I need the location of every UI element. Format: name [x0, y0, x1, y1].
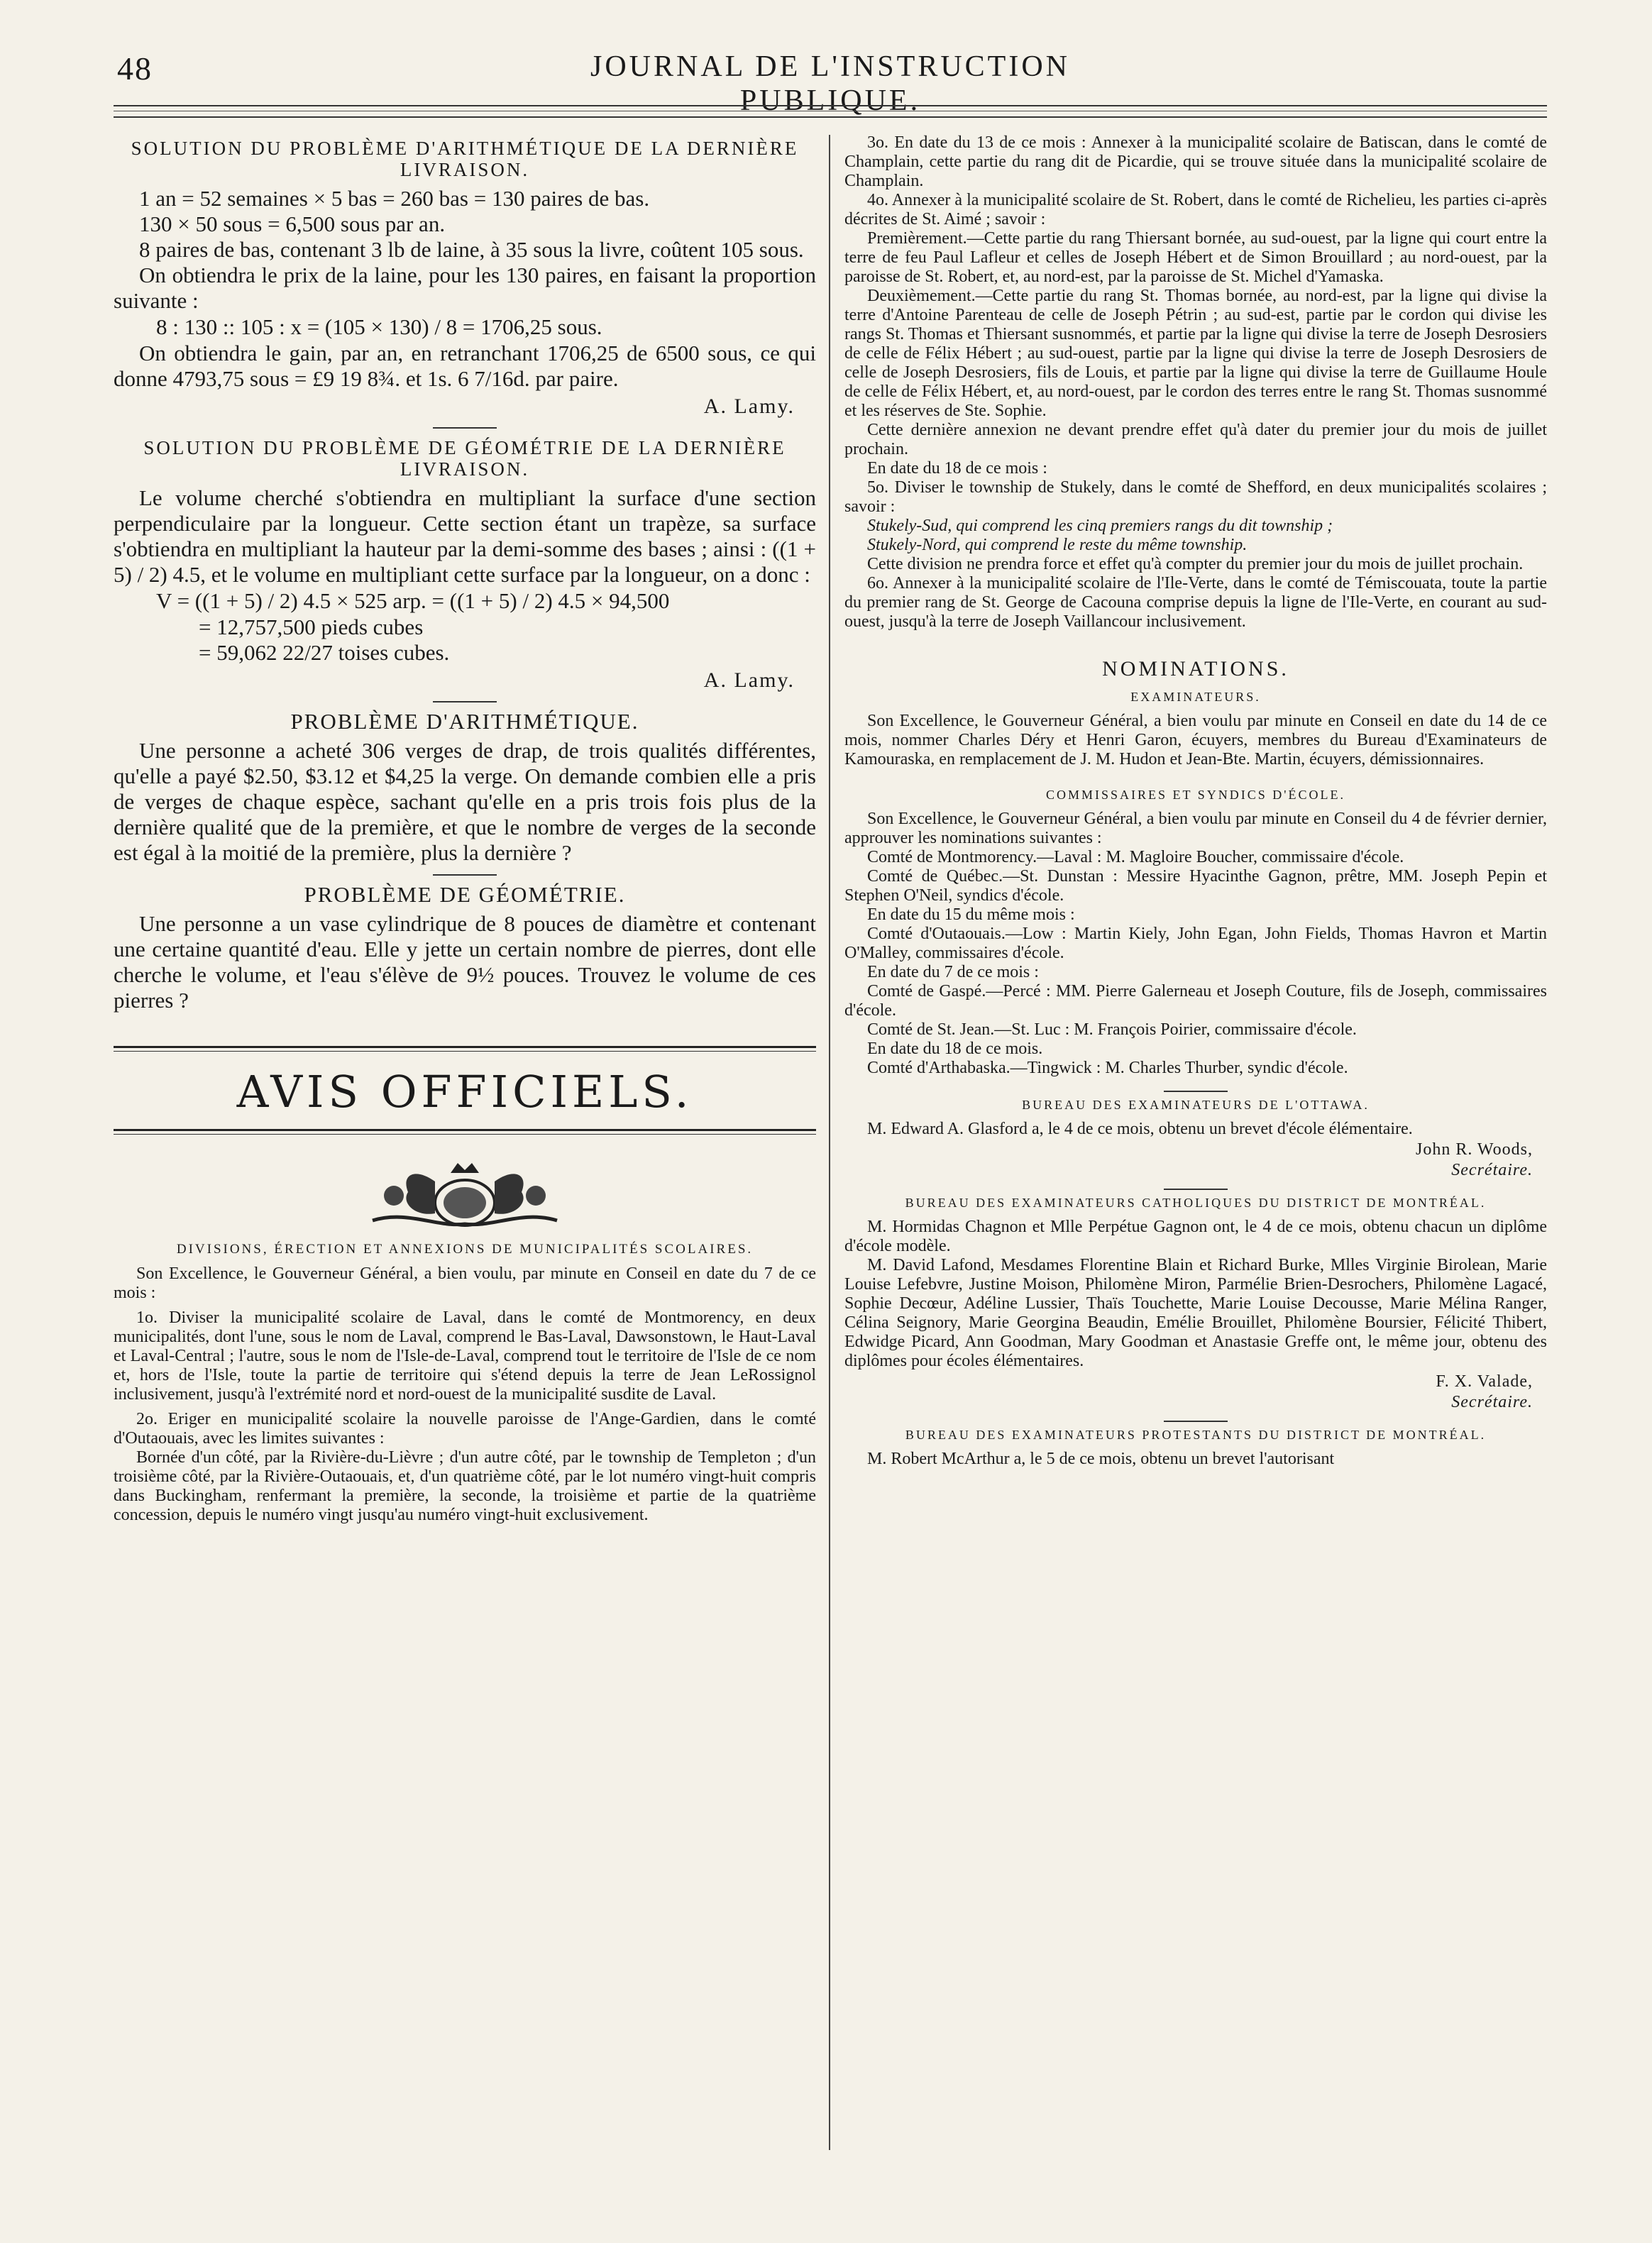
page-number: 48 — [117, 50, 153, 87]
montreal-protestant-heading: BUREAU DES EXAMINATEURS PROTESTANTS DU DISTRICT DE MONTRÉAL. — [905, 1428, 1487, 1442]
ottawa-secretary: Secrétaire. — [1451, 1161, 1533, 1179]
commissaires-date: En date du 15 du même mois : — [867, 905, 1075, 924]
coat-of-arms — [114, 1153, 816, 1235]
avis-top-rule — [114, 1046, 816, 1048]
commissaires-item: Comté de Gaspé.—Percé : MM. Pierre Galerneau et Joseph Couture, fils de Joseph, commissaires d'école. — [844, 982, 1547, 1020]
ottawa-heading: BUREAU DES EXAMINATEURS DE L'OTTAWA. — [1022, 1098, 1370, 1112]
royal-crest-icon — [351, 1153, 578, 1231]
commissaires-date: En date du 18 de ce mois. — [867, 1040, 1043, 1058]
montreal-protestant-text: M. Robert McArthur a, le 5 de ce mois, obtenu un brevet l'autorisant — [867, 1450, 1335, 1468]
avis-item-effect: Cette division ne prendra force et effet qu'à compter du premier jour du mois de juillet prochain. — [867, 555, 1524, 573]
arith-solution-heading: SOLUTION DU PROBLÈME D'ARITHMÉTIQUE DE LA DERNIÈRE LIVRAISON. — [131, 138, 799, 180]
avis-intro: Son Excellence, le Gouverneur Général, a bien voulu, par minute en Conseil en date du 7 de ce mois : — [114, 1264, 816, 1302]
geom-problem-body — [114, 911, 816, 1013]
avis-item-effect: Cette dernière annexion ne devant prendre effet qu'à dater du premier jour du mois de juillet prochain. — [844, 421, 1547, 458]
examinateurs-body — [844, 712, 1547, 769]
ottawa-text: M. Edward A. Glasford a, le 4 de ce mois, obtenu un brevet d'école élémentaire. — [867, 1120, 1413, 1138]
montreal-catholic-secretary: Secrétaire. — [1451, 1393, 1533, 1411]
avis-item-sub: Deuxièmement.—Cette partie du rang St. Thomas bornée, au nord-est, par la ligne qui divise la terre d'Antoine Parenteau de celle de Joseph Pétrin ; au sud-est, partie par le cordon qui divise les rangs St. Thomas et Thiersant susnommés, et partie par la ligne qui divise la terre de Joseph Desrosiers de celle de Félix Hébert ; au sud-ouest, partie par la ligne qui divise la terre de Joseph Desrosiers de celle de Joseph Desrosiers, fils de Louis, et partie par la ligne qui divise la terre de Guillaume Houle de celle de Félix Hébert, et, au nord-ouest, par le cordon des terres entre le rang St. Thomas susnommé et les réserves de Ste. Sophie. — [844, 287, 1547, 420]
montreal-protestant-body — [844, 1450, 1547, 1469]
montreal-catholic-text: M. Hormidas Chagnon et Mlle Perpétue Gagnon ont, le 4 de ce mois, obtenu chacun un diplôme d'école modèle. — [844, 1218, 1547, 1255]
avis-item: 1o. Diviser la municipalité scolaire de Laval, dans le comté de Montmorency, en deux municipalités, dont l'une, sous le nom de Laval, comprend le Bas-Laval, Dawsonstown, le Haut-Laval et Laval-Central ; l'autre, sous le nom de l'Isle-de-Laval, comprend tout le territoire de l'Isle de ce nom et, hors de l'Isle, toute la partie de territoire qui s'étend depuis la terre de Jean LeRossignol inclusivement, jusqu'à l'extrémité nord et nord-ouest de la municipalité susdite de Laval. — [114, 1308, 816, 1404]
commissaires-body — [844, 810, 1547, 1078]
arith-line: On obtiendra le prix de la laine, pour les 130 paires, en faisant la proportion suivante : — [114, 263, 816, 313]
geom-problem-heading: PROBLÈME DE GÉOMÉTRIE. — [304, 882, 626, 907]
header-rule — [114, 116, 1547, 118]
arith-solution-body — [114, 186, 816, 392]
arith-problem-heading: PROBLÈME D'ARITHMÉTIQUE. — [290, 709, 639, 734]
section-rule — [433, 874, 497, 876]
arith-line: 1 an = 52 semaines × 5 bas = 260 bas = 130 paires de bas. — [139, 186, 650, 211]
montreal-catholic-text: M. David Lafond, Mesdames Florentine Blain et Richard Burke, Mlles Virginie Birolean, Marie Louise Lefebvre, Justine Moison, Philomène Miron, Parmélie Brien-Desrochers, Philomène Lagacé, Sophie Decœur, Adéline Lussier, Thaïs Touchette, Marie Louise Decousse, Marie Mélina Ranger, Célina Seignory, Marie Georgina Beaudin, Emélie Brouillet, Philomène Boursier, Félicité Thibert, Edwidge Picard, Ann Goodman, Mary Goodman et Anastasie Greffe ont, le même jour, obtenu des diplômes pour écoles élémentaires. — [844, 1256, 1547, 1370]
avis-subheading: DIVISIONS, ÉRECTION ET ANNEXIONS DE MUNICIPALITÉS SCOLAIRES. — [176, 1242, 754, 1257]
arith-problem-text: Une personne a acheté 306 verges de drap, de trois qualités différentes, qu'elle a payé $2.50, $3.12 et $4,25 la verge. On demande combien elle a pris de verges de chaque espèce, sachant qu'elle en a pris trois fois plus de la dernière qualité que de la première, et que le nombre de verges de la seconde est égal à la moitié de la première, plus la dernière ? — [114, 738, 816, 865]
geom-solution-heading: SOLUTION DU PROBLÈME DE GÉOMÉTRIE DE LA DERNIÈRE LIVRAISON. — [143, 437, 786, 480]
section-rule — [1164, 1189, 1228, 1190]
arith-equation: 8 : 130 :: 105 : x = (105 × 130) / 8 = 1706,25 sous. — [156, 314, 602, 339]
section-rule — [433, 701, 497, 702]
geom-signature: A. Lamy. — [703, 668, 795, 692]
running-title: JOURNAL DE L'INSTRUCTION PUBLIQUE. — [590, 50, 1070, 117]
arith-line: 8 paires de bas, contenant 3 lb de laine, à 35 sous la livre, coûtent 105 sous. — [139, 237, 804, 262]
commissaires-date: En date du 7 de ce mois : — [867, 963, 1039, 981]
left-column — [114, 133, 816, 1525]
commissaires-item: Comté de St. Jean.—St. Luc : M. François Poirier, commissaire d'école. — [867, 1020, 1357, 1039]
geom-result: = 12,757,500 pieds cubes — [199, 615, 424, 639]
avis-top-rule — [114, 1051, 816, 1052]
examinateurs-heading: EXAMINATEURS. — [1130, 690, 1261, 704]
avis-item: 2o. Eriger en municipalité scolaire la nouvelle paroisse de l'Ange-Gardien, dans le comté d'Outaouais, avec les limites suivantes : — [114, 1410, 816, 1448]
section-rule — [1164, 1421, 1228, 1422]
nominations-heading: NOMINATIONS. — [1102, 657, 1289, 680]
commissaires-intro: Son Excellence, le Gouverneur Général, a bien voulu par minute en Conseil du 4 de février dernier, approuver les nominations suivantes : — [844, 810, 1547, 847]
montreal-catholic-heading: BUREAU DES EXAMINATEURS CATHOLIQUES DU DISTRICT DE MONTRÉAL. — [905, 1196, 1487, 1210]
avis-item: 5o. Diviser le township de Stukely, dans le comté de Shefford, en deux municipalités scolaires ; savoir : — [844, 478, 1547, 516]
arith-signature: A. Lamy. — [703, 395, 795, 418]
avis-item-sub: Stukely-Nord, qui comprend le reste du même township. — [867, 536, 1248, 554]
commissaires-item: Comté d'Arthabaska.—Tingwick : M. Charles Thurber, syndic d'école. — [867, 1059, 1348, 1077]
geom-result: = 59,062 22/27 toises cubes. — [199, 640, 450, 665]
montreal-catholic-body — [844, 1218, 1547, 1371]
avis-item-sub: Stukely-Sud, qui comprend les cinq premiers rangs du dit township ; — [867, 517, 1333, 535]
avis-bottom-rule — [114, 1134, 816, 1135]
avis-officiels-title: AVIS OFFICIELS. — [236, 1066, 693, 1118]
section-rule — [1164, 1091, 1228, 1092]
arith-problem-body — [114, 738, 816, 866]
avis-item: 4o. Annexer à la municipalité scolaire de St. Robert, dans le comté de Richelieu, les parties ci-après décrites de St. Aimé ; savoir : — [844, 191, 1547, 228]
geom-problem-text: Une personne a un vase cylindrique de 8 pouces de diamètre et contenant une certaine quantité d'eau. Elle y jette un certain nombre de pierres, dont elle cherche le volume, et l'eau s'élève de 9½ pouces. Trouvez le volume de ces pierres ? — [114, 911, 816, 1013]
avis-continued — [844, 133, 1547, 632]
ottawa-signature: John R. Woods, — [1416, 1140, 1533, 1159]
avis-body — [114, 1264, 816, 1525]
header-rule — [114, 105, 1547, 106]
column-divider — [829, 135, 830, 2150]
avis-date: En date du 18 de ce mois : — [867, 459, 1047, 478]
right-column — [844, 133, 1547, 1469]
commissaires-item: Comté de Montmorency.—Laval : M. Magloire Boucher, commissaire d'école. — [867, 848, 1404, 866]
arith-line: 130 × 50 sous = 6,500 sous par an. — [139, 211, 446, 236]
arith-conclusion: On obtiendra le gain, par an, en retranchant 1706,25 de 6500 sous, ce qui donne 4793,75 sous = £9 19 8¾. et 1s. 6 7/16d. par paire. — [114, 341, 816, 391]
examinateurs-text: Son Excellence, le Gouverneur Général, a bien voulu par minute en Conseil en date du 14 de ce mois, nommer Charles Déry et Henri Garon, écuyers, membres du Bureau d'Examinateurs de Kamouraska, en remplacement de J. M. Hudon et Jean-Bte. Martin, écuyers, démissionnaires. — [844, 712, 1547, 768]
avis-bottom-rule — [114, 1129, 816, 1131]
montreal-catholic-signature: F. X. Valade, — [1436, 1372, 1533, 1391]
section-rule — [433, 427, 497, 429]
commissaires-item: Comté d'Outaouais.—Low : Martin Kiely, John Egan, John Fields, Thomas Havron et Martin O'Malley, commissaires d'école. — [844, 925, 1547, 962]
geom-text: Le volume cherché s'obtiendra en multipliant la surface d'une section perpendiculaire par la longueur. Cette section étant un trapèze, sa surface s'obtiendra en multipliant la hauteur par la demi-somme des bases ; ainsi : ((1 + 5) / 2) 4.5, et le volume en multipliant cette surface par la longueur, on a donc : — [114, 485, 816, 587]
avis-item: 3o. En date du 13 de ce mois : Annexer à la municipalité scolaire de Batiscan, dans le comté de Champlain, cette partie du rang dit de Picardie, qui se trouve située dans la municipalité scolaire de Champlain. — [844, 133, 1547, 190]
avis-item-bounds: Bornée d'un côté, par la Rivière-du-Lièvre ; d'un autre côté, par le township de Templeton ; d'un troisième côté, par la Rivière-Outaouais, et, d'un quatrième côté, par le lot numéro vingt-huit compris dans Buckingham, renfermant la première, la seconde, la troisième et partie de la quatrième concession, depuis le numéro vingt jusqu'au numéro vingt-huit exclusivement. — [114, 1448, 816, 1524]
avis-item-sub: Premièrement.—Cette partie du rang Thiersant bornée, au sud-ouest, par la ligne qui court entre la terre de feu Paul Lafleur et celles de Joseph Hébert et de Simon Brouillard ; au nord-ouest, par la paroisse de St. Robert, et, au nord-est, par la paroisse de St. Michel d'Yamaska. — [844, 229, 1547, 286]
commissaires-item: Comté de Québec.—St. Dunstan : Messire Hyacinthe Gagnon, prêtre, MM. Joseph Pepin et Stephen O'Neil, syndics d'école. — [844, 867, 1547, 905]
ottawa-body — [844, 1120, 1547, 1139]
commissaires-heading: COMMISSAIRES ET SYNDICS D'ÉCOLE. — [1046, 788, 1345, 802]
geom-solution-body — [114, 485, 816, 666]
avis-item: 6o. Annexer à la municipalité scolaire de l'Ile-Verte, dans le comté de Témiscouata, toute la partie du premier rang de St. George de Cacouna comprise depuis la ligne de l'Ile-Verte, en courant au sud-ouest, jusqu'à la terre de Joseph Vaillancour inclusivement. — [844, 574, 1547, 631]
geom-equation: V = ((1 + 5) / 2) 4.5 × 525 arp. = ((1 + 5) / 2) 4.5 × 94,500 — [156, 588, 670, 613]
